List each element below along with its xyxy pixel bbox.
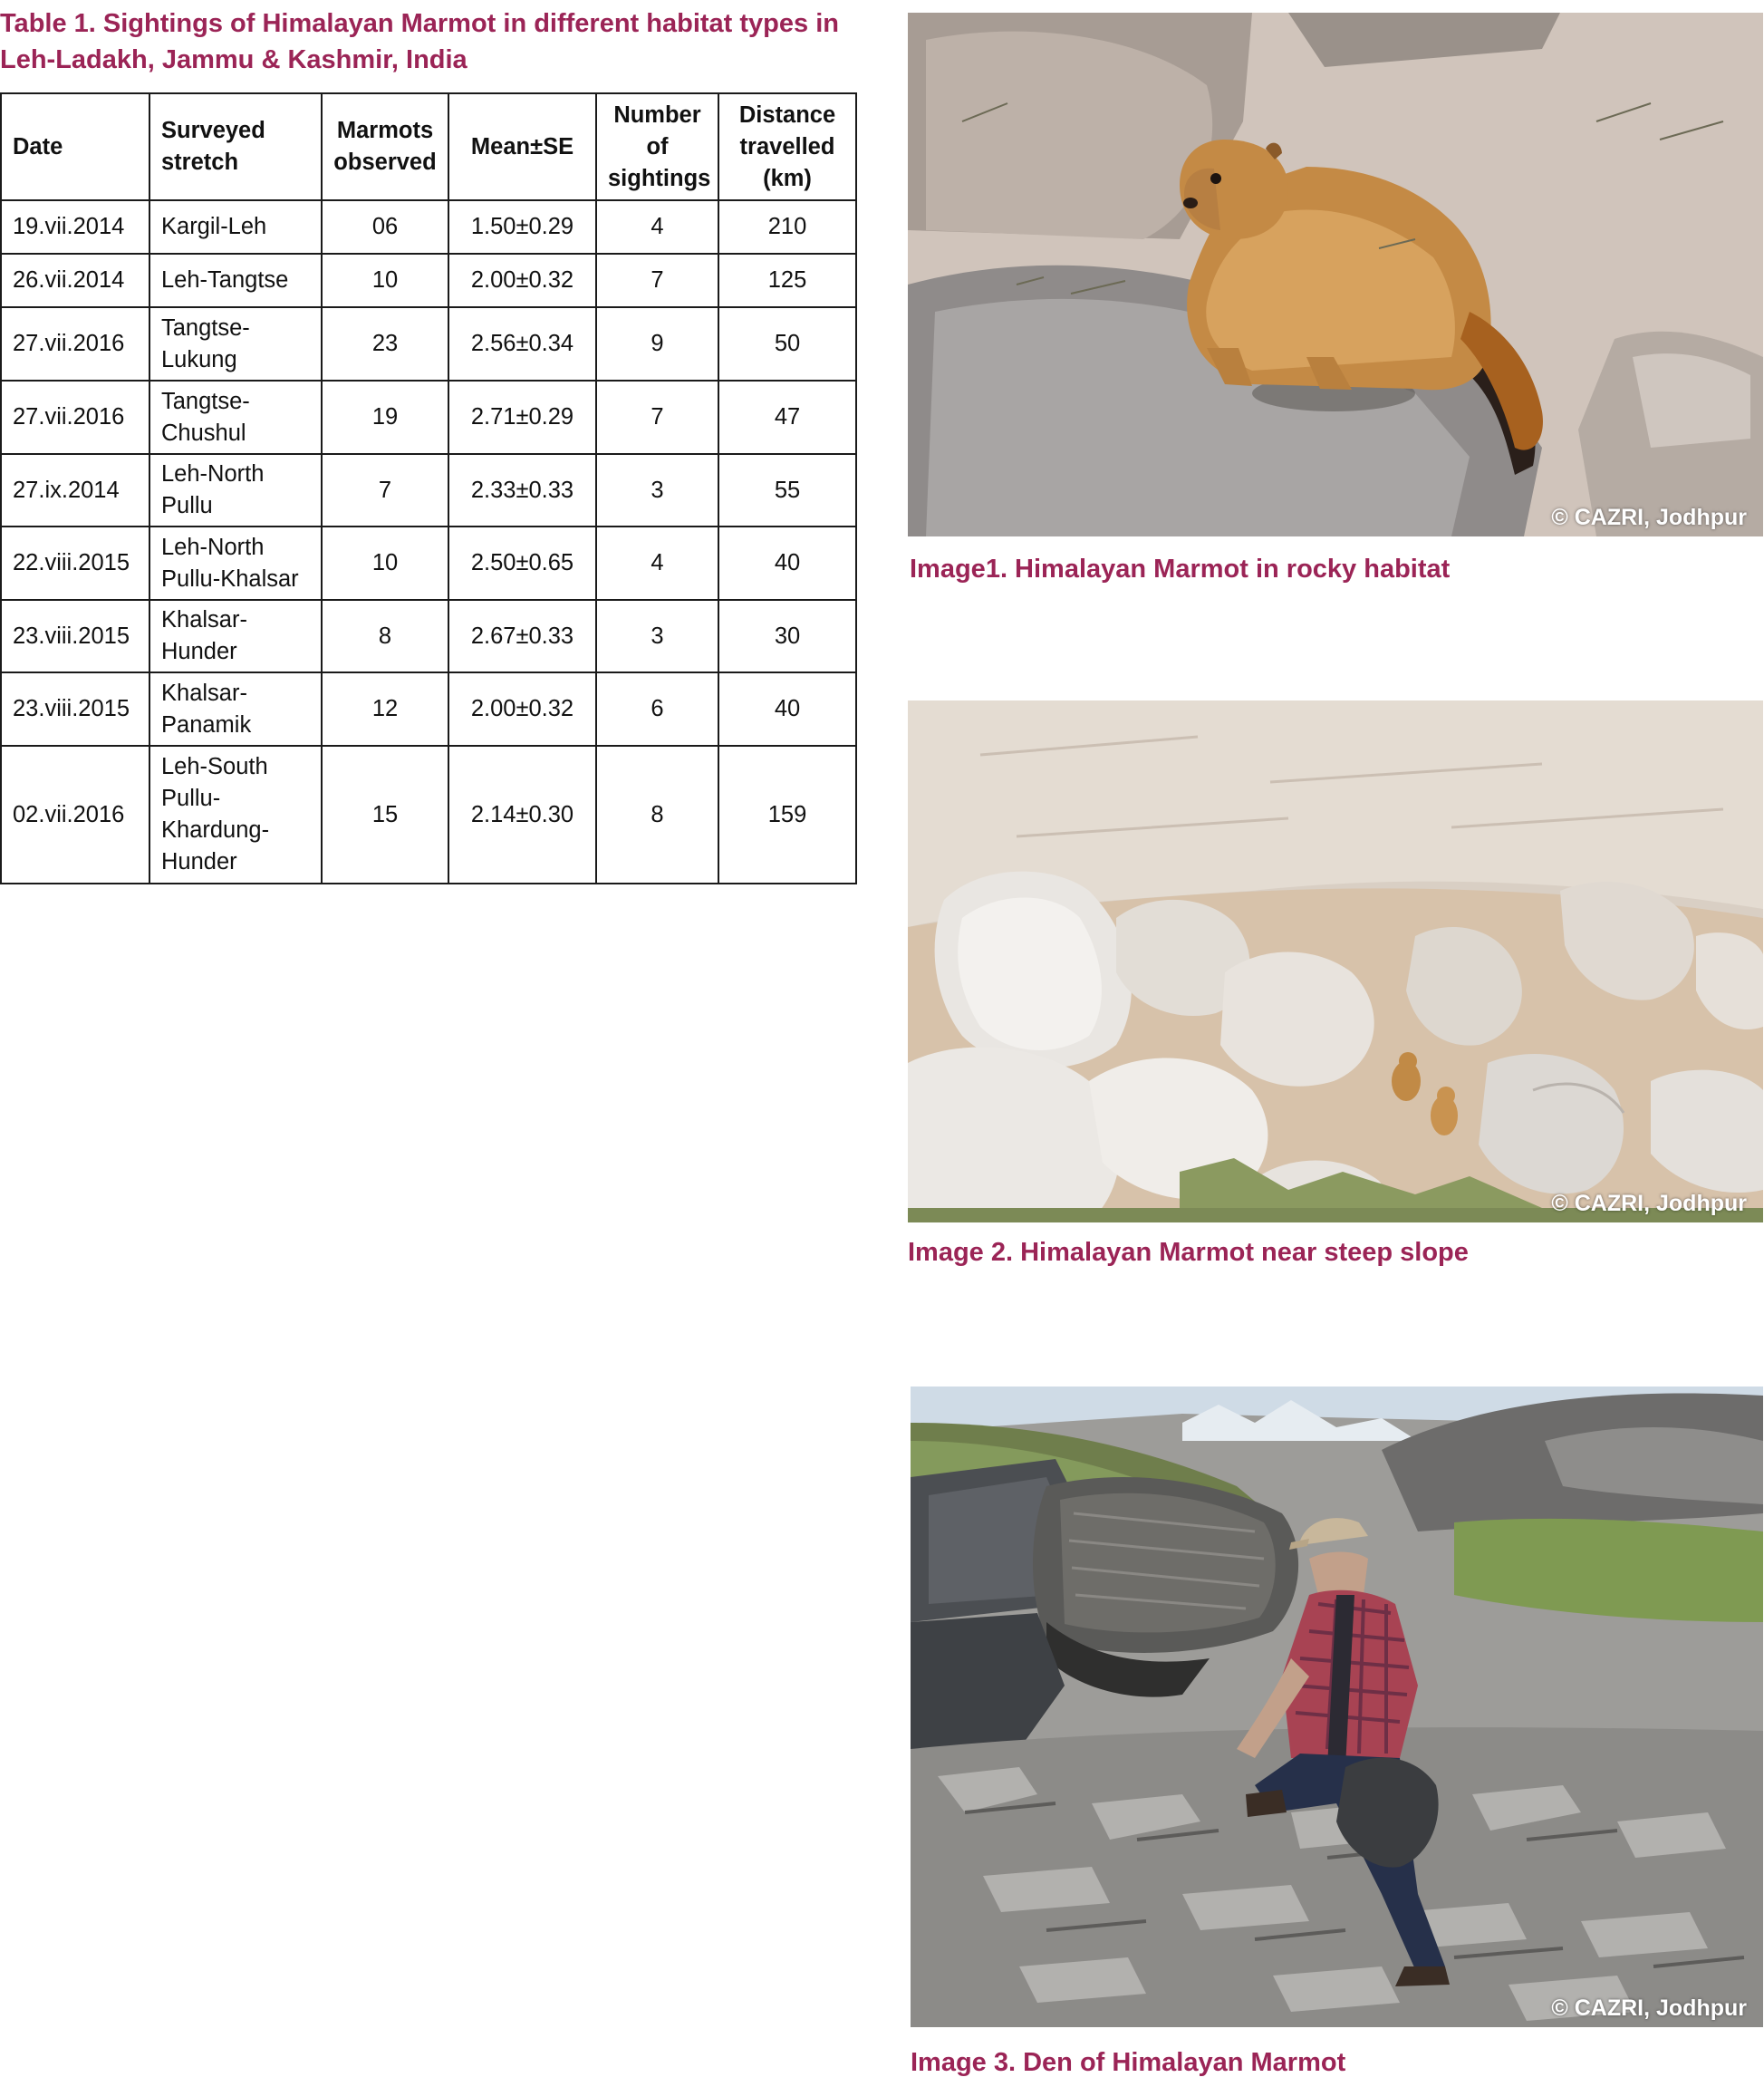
cell-mean: 2.14±0.30	[448, 746, 596, 884]
cell-date: 19.vii.2014	[1, 200, 149, 254]
cell-marmots: 10	[322, 527, 448, 600]
cell-sightings: 3	[596, 600, 718, 672]
cell-distance: 159	[718, 746, 856, 884]
cell-date: 02.vii.2016	[1, 746, 149, 884]
cell-date: 27.vii.2016	[1, 381, 149, 454]
cell-date: 23.viii.2015	[1, 600, 149, 672]
cell-mean: 2.56±0.34	[448, 307, 596, 381]
cell-stretch: Leh-North Pullu	[149, 454, 322, 527]
photo-marmot-steep-slope	[908, 700, 1763, 1222]
cell-sightings: 7	[596, 381, 718, 454]
cell-mean: 1.50±0.29	[448, 200, 596, 254]
cell-distance: 210	[718, 200, 856, 254]
cell-stretch: Kargil-Leh	[149, 200, 322, 254]
table-row	[1, 200, 856, 254]
header-marmots-observed: Marmots observed	[322, 93, 448, 200]
cell-mean: 2.50±0.65	[448, 527, 596, 600]
cell-marmots: 8	[322, 600, 448, 672]
table-row	[1, 672, 856, 746]
cell-date: 26.vii.2014	[1, 254, 149, 307]
cell-marmots: 15	[322, 746, 448, 884]
cell-mean: 2.33±0.33	[448, 454, 596, 527]
cell-marmots: 23	[322, 307, 448, 381]
cell-stretch: Leh-North Pullu-Khalsar	[149, 527, 322, 600]
cell-distance: 47	[718, 381, 856, 454]
cell-distance: 40	[718, 672, 856, 746]
photo-marmot-den	[911, 1387, 1763, 2027]
caption-image-1: Image1. Himalayan Marmot in rocky habitat	[910, 555, 1451, 584]
table-row	[1, 381, 856, 454]
cell-mean: 2.71±0.29	[448, 381, 596, 454]
cell-date: 22.viii.2015	[1, 527, 149, 600]
cell-sightings: 4	[596, 527, 718, 600]
cell-marmots: 06	[322, 200, 448, 254]
cell-mean: 2.67±0.33	[448, 600, 596, 672]
table-header-row	[1, 93, 856, 200]
table-row	[1, 746, 856, 884]
cell-sightings: 3	[596, 454, 718, 527]
cell-stretch: Tangtse-Chushul	[149, 381, 322, 454]
cell-distance: 125	[718, 254, 856, 307]
cell-date: 23.viii.2015	[1, 672, 149, 746]
cell-stretch: Leh-South Pullu-Khardung-Hunder	[149, 746, 322, 884]
cell-marmots: 10	[322, 254, 448, 307]
cell-stretch: Khalsar-Hunder	[149, 600, 322, 672]
cell-sightings: 9	[596, 307, 718, 381]
cell-date: 27.ix.2014	[1, 454, 149, 527]
cell-sightings: 8	[596, 746, 718, 884]
cell-marmots: 19	[322, 381, 448, 454]
table-row	[1, 600, 856, 672]
cell-sightings: 7	[596, 254, 718, 307]
table-title: Table 1. Sightings of Himalayan Marmot in different habitat types in Leh-Ladakh, Jammu & Kashmir, India	[0, 9, 839, 74]
table-row	[1, 307, 856, 381]
table-row	[1, 454, 856, 527]
photo-credit: © CAZRI, Jodhpur	[1551, 1191, 1747, 1216]
cell-stretch: Leh-Tangtse	[149, 254, 322, 307]
header-mean-se: Mean±SE	[448, 93, 596, 200]
cell-distance: 40	[718, 527, 856, 600]
cell-distance: 50	[718, 307, 856, 381]
cell-stretch: Khalsar-Panamik	[149, 672, 322, 746]
marmot-rock-illustration	[908, 13, 1763, 536]
photo-marmot-rocky-habitat	[908, 13, 1763, 536]
header-date: Date	[1, 93, 149, 200]
cell-sightings: 6	[596, 672, 718, 746]
cell-date: 27.vii.2016	[1, 307, 149, 381]
header-surveyed-stretch: Surveyed stretch	[149, 93, 322, 200]
table-row	[1, 527, 856, 600]
header-distance-travelled: Distance travelled (km)	[718, 93, 856, 200]
cell-distance: 55	[718, 454, 856, 527]
cell-marmots: 12	[322, 672, 448, 746]
header-number-of-sightings: Number of sightings	[596, 93, 718, 200]
cell-stretch: Tangtse-Lukung	[149, 307, 322, 381]
cell-mean: 2.00±0.32	[448, 254, 596, 307]
caption-image-3: Image 3. Den of Himalayan Marmot	[911, 2048, 1346, 2077]
caption-image-2: Image 2. Himalayan Marmot near steep slope	[908, 1238, 1469, 1267]
photo-credit: © CAZRI, Jodhpur	[1551, 1995, 1747, 2021]
den-illustration	[911, 1387, 1763, 2027]
sightings-table	[0, 92, 857, 884]
cell-sightings: 4	[596, 200, 718, 254]
cell-marmots: 7	[322, 454, 448, 527]
photo-credit: © CAZRI, Jodhpur	[1551, 505, 1747, 530]
cell-distance: 30	[718, 600, 856, 672]
table-row	[1, 254, 856, 307]
boulder-slope-illustration	[908, 700, 1763, 1222]
cell-mean: 2.00±0.32	[448, 672, 596, 746]
